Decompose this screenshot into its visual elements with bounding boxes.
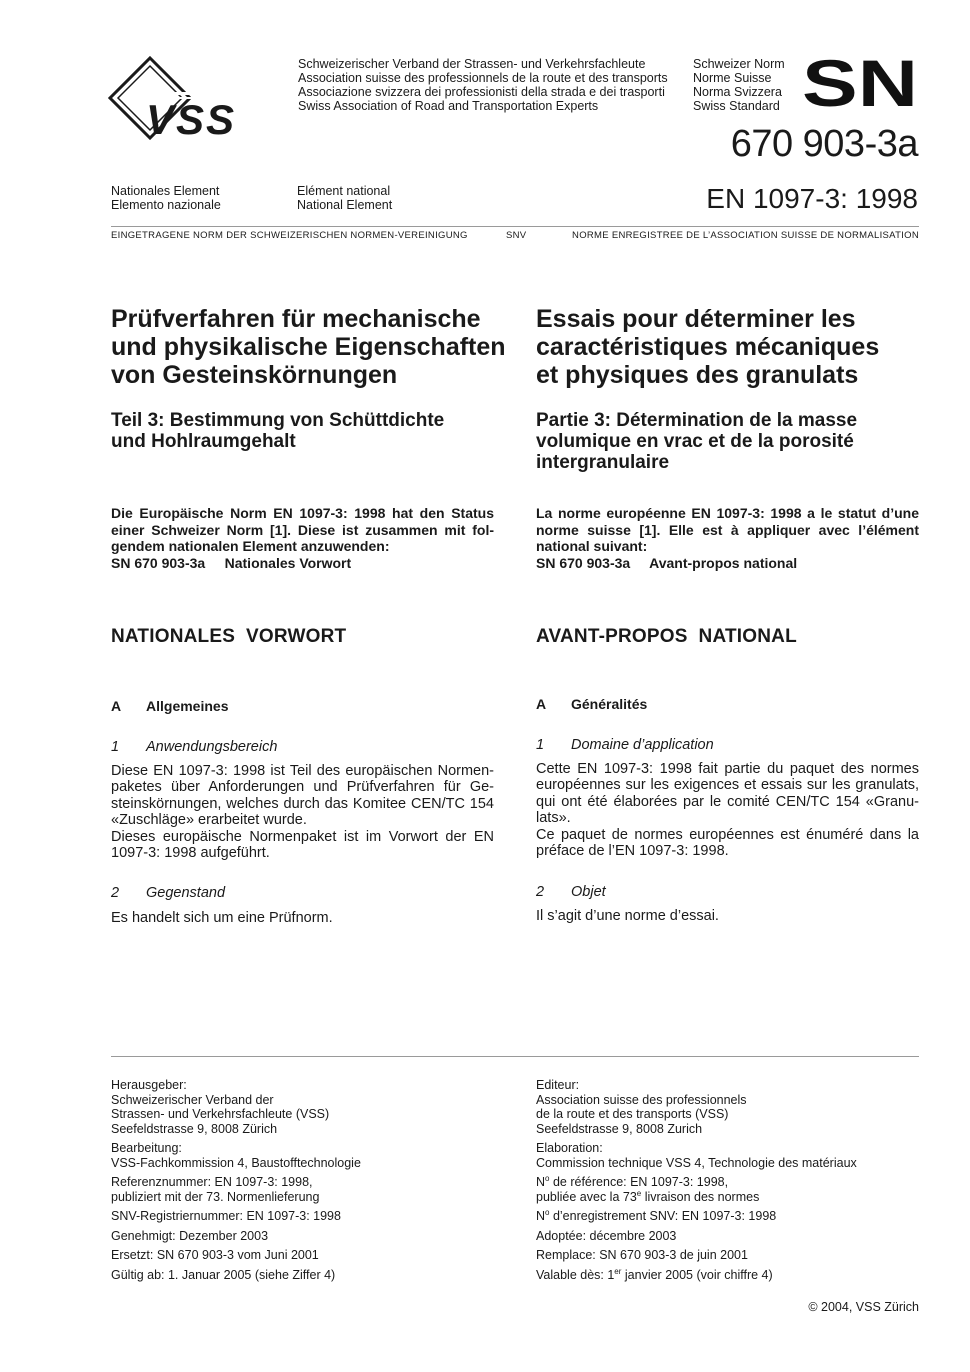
sn-logo-text: SN [802, 52, 918, 112]
subtitle-fr-line-2: volumique en vrac et de la porosité [536, 431, 854, 452]
subtitle-de [111, 410, 511, 452]
subtitle-fr-line-3: intergranulaire [536, 452, 670, 473]
item1-fr-line-1: Cette EN 1097-3: 1998 fait partie du paquet des normes [536, 761, 919, 777]
editing-label-fr: Elaboration: [536, 1141, 603, 1155]
title-de-line-3: von Gesteinskörnungen [111, 361, 398, 389]
item1-heading-fr [536, 737, 714, 753]
item1-de-num: 1 [111, 739, 120, 755]
item2-heading-de [111, 885, 225, 901]
reference-fr-o: o [545, 1173, 550, 1183]
item2-text-fr: Il s’agit d’une norme d’essai. [536, 908, 719, 924]
publisher-label-de: Herausgeber: [111, 1078, 187, 1092]
subtitle-de-line-1: Teil 3: Bestimmung von Schüttdichte [111, 410, 445, 431]
item2-fr-title: Objet [571, 884, 606, 900]
element-label-it: Elemento nazionale [111, 198, 221, 212]
sn-logo [800, 52, 920, 112]
item1-fr-line-6: préface de l’EN 1097-3: 1998. [536, 843, 729, 860]
org-name-en: Swiss Association of Road and Transportation Experts [298, 99, 599, 113]
organization-names [298, 57, 668, 113]
item1-de-line-3: steinskörnungen, welches durch das Komitee CEN/TC 154 [111, 795, 494, 812]
item1-fr-num: 1 [536, 737, 545, 753]
org-name-de: Schweizerischer Verband der Strassen- und Verkehrsfachleute [298, 57, 646, 71]
approved-fr: Adoptée: décembre 2003 [536, 1228, 677, 1243]
publisher-fr-line-3: Seefeldstrasse 9, 8008 Zurich [536, 1121, 703, 1136]
title-de-line-1: Prüfverfahren für mechanische [111, 305, 481, 333]
standard-type [693, 57, 785, 113]
standard-type-it: Norma Svizzera [693, 85, 782, 99]
sn-number: 670 903-3a [730, 123, 918, 165]
valid-from-de: Gültig ab: 1. Januar 2005 (siehe Ziffer 4) [111, 1267, 336, 1282]
item1-text-de [111, 763, 494, 861]
approved-de: Genehmigt: Dezember 2003 [111, 1228, 269, 1243]
reference-fr-rest: de référence: EN 1097-3: 1998, [549, 1175, 729, 1189]
section-a-de-letter: A [111, 698, 122, 714]
header-rule [111, 226, 919, 227]
valid-fr-sup: er [614, 1266, 622, 1276]
standard-type-de: Schweizer Norm [693, 57, 785, 71]
item1-heading-de [111, 739, 277, 755]
item1-fr-line-4: lats». [536, 810, 571, 827]
subtitle-de-line-2: und Hohlraumgehalt [111, 431, 296, 452]
snv-fr-no: N [536, 1209, 546, 1223]
valid-fr-post: janvier 2005 (voir chiffre 4) [621, 1267, 773, 1282]
reference-fr-line-1 [536, 1175, 857, 1190]
imprint-fr [536, 1078, 857, 1282]
org-name-it: Associazione svizzera dei professionisti della strada e dei trasporti [298, 85, 665, 99]
title-fr-line-2: caractéristiques mécaniques [536, 333, 880, 361]
copyright: © 2004, VSS Zürich [808, 1300, 919, 1314]
registration-snv: SNV [506, 230, 527, 241]
publisher-label-fr: Editeur: [536, 1078, 580, 1092]
section-a-de-title: Allgemeines [146, 698, 229, 714]
title-de-line-2: und physikalische Eigenschaften [111, 333, 506, 361]
foreword-title-de: NATIONALES VORWORT [111, 626, 347, 647]
intro-de-line-1: Die Europäische Norm EN 1097-3: 1998 hat den Status [111, 505, 494, 521]
en-number: EN 1097-3: 1998 [706, 183, 918, 214]
element-label-fr: Elément national [297, 184, 391, 198]
vss-logo [108, 56, 292, 140]
section-a-fr-title: Généralités [571, 696, 648, 712]
standard-type-fr: Norme Suisse [693, 71, 772, 85]
subtitle-fr [536, 410, 936, 473]
standard-type-en: Swiss Standard [693, 99, 780, 113]
intro-de-line-3: gendem nationalen Element anzuwenden: [111, 538, 390, 554]
replaces-fr: Remplace: SN 670 903-3 de juin 2001 [536, 1248, 748, 1262]
item1-de-line-4: «Zuschläge» erarbeitet wurde. [111, 812, 307, 829]
element-label-en: National Element [297, 198, 393, 212]
valid-from-fr [536, 1268, 857, 1283]
item2-fr-num: 2 [536, 884, 545, 900]
snv-registration-de: SNV-Registriernummer: EN 1097-3: 1998 [111, 1209, 341, 1223]
publisher-fr-line-1: Association suisse des professionnels [536, 1092, 747, 1107]
reference-fr-no: N [536, 1175, 546, 1189]
item1-fr-line-2: européennes sur les exigences et essais sur les granulats, [536, 777, 919, 794]
intro-fr-line-3: national suivant: [536, 538, 648, 554]
reference-fr-line-2-pre: publiée avec la 73 [536, 1189, 637, 1204]
element-labels-left [111, 184, 221, 212]
item1-de-line-5: Dieses europäische Normenpaket ist im Vorwort der EN [111, 828, 494, 845]
snv-registration-fr [536, 1209, 857, 1224]
reference-de-line-1: Referenznummer: EN 1097-3: 1998, [111, 1175, 313, 1189]
publisher-de-line-2: Strassen- und Verkehrsfachleute (VSS) [111, 1107, 330, 1121]
replaces-de: Ersetzt: SN 670 903-3 vom Juni 2001 [111, 1248, 319, 1262]
intro-de [111, 505, 494, 571]
item1-fr-line-5: Ce paquet de normes européennes est énuméré dans la [536, 826, 919, 843]
imprint-de [111, 1078, 361, 1282]
intro-fr-line-2: norme suisse [1]. Elle est à appliquer avec l’élément [536, 521, 919, 538]
item1-fr-title: Domaine d’application [571, 737, 714, 753]
publisher-fr-line-2: de la route et des transports (VSS) [536, 1107, 729, 1121]
registration-de: EINGETRAGENE NORM DER SCHWEIZERISCHEN NORMEN-VEREINIGUNG [111, 230, 468, 241]
item1-de-line-6: 1097-3: 1998 aufgeführt. [111, 845, 270, 862]
registration-fr: NORME ENREGISTREE DE L’ASSOCIATION SUISSE DE NORMALISATION [572, 230, 919, 241]
editing-fr: Commission technique VSS 4, Technologie des matériaux [536, 1155, 857, 1170]
imprint-rule [111, 1056, 919, 1057]
item1-de-title: Anwendungsbereich [146, 739, 278, 755]
item2-text-de: Es handelt sich um eine Prüfnorm. [111, 910, 333, 926]
reference-fr-line-2 [536, 1190, 857, 1205]
item2-de-num: 2 [111, 885, 120, 901]
title-fr [536, 305, 936, 389]
section-a-fr [536, 696, 647, 712]
section-a-de [111, 698, 228, 714]
item1-fr-line-3: qui ont été élaborées par le comité CEN/TC 154 «Granu- [536, 793, 919, 810]
intro-fr-line-4: SN 670 903-3a Avant-propos national [536, 554, 798, 571]
reference-fr-line-2-post: livraison des normes [641, 1189, 760, 1204]
intro-de-line-2: einer Schweizer Norm [1]. Diese ist zusammen mit fol- [111, 521, 494, 538]
section-a-fr-letter: A [536, 696, 547, 712]
title-fr-line-3: et physiques des granulats [536, 361, 859, 389]
snv-fr-rest: d’enregistrement SNV: EN 1097-3: 1998 [549, 1209, 777, 1223]
intro-fr-line-1: La norme européenne EN 1097-3: 1998 a le statut d’une [536, 505, 919, 521]
element-label-de: Nationales Element [111, 184, 220, 198]
item2-de-title: Gegenstand [146, 885, 226, 901]
publisher-de-line-3: Seefeldstrasse 9, 8008 Zürich [111, 1121, 278, 1136]
item1-de-line-1: Diese EN 1097-3: 1998 ist Teil des europäischen Normen- [111, 763, 494, 779]
editing-label-de: Bearbeitung: [111, 1141, 182, 1155]
snv-fr-o: o [545, 1207, 550, 1217]
item2-heading-fr [536, 884, 606, 900]
reference-fr-line-2-sup: e [636, 1188, 642, 1198]
element-labels-right [297, 184, 392, 212]
subtitle-fr-line-1: Partie 3: Détermination de la masse [536, 410, 858, 431]
title-fr-line-1: Essais pour déterminer les [536, 305, 856, 333]
publisher-de-line-1: Schweizerischer Verband der [111, 1092, 274, 1107]
item1-de-line-2: paketes über Anforderungen und Prüfverfahren für Ge- [111, 779, 494, 796]
intro-fr [536, 505, 919, 571]
item1-text-fr [536, 761, 919, 859]
org-name-fr: Association suisse des professionnels de la route et des transports [298, 71, 668, 85]
foreword-title-fr: AVANT-PROPOS NATIONAL [536, 626, 797, 647]
valid-fr-pre: Valable dès: 1 [536, 1267, 615, 1282]
editing-de: VSS-Fachkommission 4, Baustofftechnologie [111, 1155, 361, 1170]
vss-logo-text: VSS [146, 96, 237, 140]
title-de [111, 305, 511, 389]
reference-de-line-2: publiziert mit der 73. Normenlieferung [111, 1189, 320, 1204]
intro-de-line-4: SN 670 903-3a Nationales Vorwort [111, 554, 352, 571]
